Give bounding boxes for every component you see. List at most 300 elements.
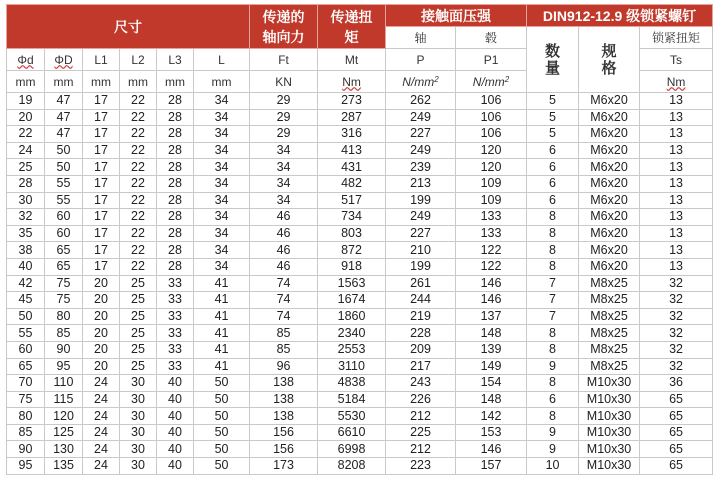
- cell-spec: M6x20: [579, 258, 640, 275]
- cell-l3: 33: [157, 275, 194, 292]
- cell-l2: 25: [120, 308, 157, 325]
- cell-qty: 8: [527, 408, 579, 425]
- cell-l2: 22: [120, 242, 157, 259]
- cell-phi-big-d: 75: [45, 275, 83, 292]
- cell-l2: 25: [120, 275, 157, 292]
- cell-l1: 24: [83, 424, 120, 441]
- cell-phi-big-d: 85: [45, 325, 83, 342]
- cell-phi-big-d: 47: [45, 93, 83, 110]
- cell-phi-d: 22: [7, 126, 45, 143]
- cell-mt: 482: [318, 175, 386, 192]
- cell-l3: 33: [157, 358, 194, 375]
- symbol-phi-big-d: ΦD: [45, 49, 83, 71]
- cell-spec: M6x20: [579, 142, 640, 159]
- unit-p: $N/mm^2$: [386, 71, 456, 93]
- cell-phi-d: 70: [7, 375, 45, 392]
- cell-spec: M10x30: [579, 375, 640, 392]
- cell-l: 41: [194, 325, 250, 342]
- cell-spec: M6x20: [579, 159, 640, 176]
- cell-l1: 17: [83, 258, 120, 275]
- cell-p1: 106: [456, 93, 527, 110]
- cell-ts: 13: [640, 209, 713, 226]
- cell-ft: 29: [250, 93, 318, 110]
- cell-l2: 25: [120, 292, 157, 309]
- cell-spec: M8x25: [579, 341, 640, 358]
- cell-ft: 29: [250, 126, 318, 143]
- cell-phi-d: 95: [7, 458, 45, 475]
- cell-qty: 7: [527, 292, 579, 309]
- cell-phi-big-d: 135: [45, 458, 83, 475]
- cell-l3: 28: [157, 192, 194, 209]
- cell-p: 261: [386, 275, 456, 292]
- cell-phi-d: 90: [7, 441, 45, 458]
- cell-l1: 24: [83, 391, 120, 408]
- cell-l: 50: [194, 391, 250, 408]
- cell-ts: 65: [640, 424, 713, 441]
- cell-phi-big-d: 75: [45, 292, 83, 309]
- cell-ft: 34: [250, 192, 318, 209]
- cell-qty: 9: [527, 424, 579, 441]
- cell-ft: 96: [250, 358, 318, 375]
- cell-l3: 28: [157, 242, 194, 259]
- cell-p: 209: [386, 341, 456, 358]
- cell-phi-big-d: 60: [45, 209, 83, 226]
- cell-mt: 431: [318, 159, 386, 176]
- cell-p1: 109: [456, 192, 527, 209]
- cell-phi-big-d: 60: [45, 225, 83, 242]
- header-contact-pressure: 接触面压强: [386, 5, 527, 27]
- cell-ft: 29: [250, 109, 318, 126]
- cell-mt: 287: [318, 109, 386, 126]
- cell-phi-d: 40: [7, 258, 45, 275]
- cell-spec: M6x20: [579, 175, 640, 192]
- cell-ft: 46: [250, 258, 318, 275]
- cell-phi-d: 85: [7, 424, 45, 441]
- cell-ft: 74: [250, 308, 318, 325]
- table-row: [7, 408, 713, 425]
- cell-phi-d: 35: [7, 225, 45, 242]
- cell-qty: 6: [527, 142, 579, 159]
- table-row: [7, 325, 713, 342]
- cell-spec: M10x30: [579, 391, 640, 408]
- cell-phi-d: 45: [7, 292, 45, 309]
- cell-l1: 17: [83, 225, 120, 242]
- cell-ft: 46: [250, 209, 318, 226]
- cell-l: 41: [194, 358, 250, 375]
- cell-l1: 17: [83, 175, 120, 192]
- cell-l: 34: [194, 142, 250, 159]
- cell-l3: 28: [157, 258, 194, 275]
- cell-phi-big-d: 50: [45, 159, 83, 176]
- cell-l1: 20: [83, 292, 120, 309]
- unit-ts: Nm: [640, 71, 713, 93]
- cell-phi-d: 20: [7, 109, 45, 126]
- cell-phi-d: 38: [7, 242, 45, 259]
- table-row: [7, 441, 713, 458]
- cell-phi-big-d: 47: [45, 109, 83, 126]
- cell-l2: 30: [120, 391, 157, 408]
- cell-ts: 13: [640, 258, 713, 275]
- cell-l1: 20: [83, 358, 120, 375]
- cell-spec: M6x20: [579, 109, 640, 126]
- cell-phi-d: 80: [7, 408, 45, 425]
- table-row: [7, 225, 713, 242]
- unit-phi-d: mm: [7, 71, 45, 93]
- cell-spec: M10x30: [579, 458, 640, 475]
- cell-spec: M6x20: [579, 225, 640, 242]
- cell-l3: 33: [157, 292, 194, 309]
- cell-l: 34: [194, 93, 250, 110]
- cell-ts: 13: [640, 109, 713, 126]
- cell-phi-d: 50: [7, 308, 45, 325]
- cell-l: 34: [194, 225, 250, 242]
- cell-p: 249: [386, 142, 456, 159]
- cell-phi-d: 32: [7, 209, 45, 226]
- cell-p1: 137: [456, 308, 527, 325]
- cell-ft: 138: [250, 375, 318, 392]
- cell-phi-d: 24: [7, 142, 45, 159]
- cell-l3: 28: [157, 159, 194, 176]
- cell-mt: 872: [318, 242, 386, 259]
- cell-spec: M10x30: [579, 441, 640, 458]
- cell-ft: 156: [250, 424, 318, 441]
- cell-qty: 6: [527, 175, 579, 192]
- table-row: [7, 308, 713, 325]
- coupling-spec-table: [6, 4, 713, 475]
- symbol-l3: L3: [157, 49, 194, 71]
- cell-l: 41: [194, 292, 250, 309]
- symbol-ft: Ft: [250, 49, 318, 71]
- cell-p: 227: [386, 126, 456, 143]
- cell-qty: 8: [527, 225, 579, 242]
- cell-p1: 120: [456, 142, 527, 159]
- cell-l2: 25: [120, 325, 157, 342]
- cell-l2: 22: [120, 126, 157, 143]
- cell-qty: 8: [527, 242, 579, 259]
- cell-phi-big-d: 120: [45, 408, 83, 425]
- cell-ft: 138: [250, 408, 318, 425]
- cell-ft: 34: [250, 159, 318, 176]
- symbol-mt: Mt: [318, 49, 386, 71]
- table-row: [7, 258, 713, 275]
- cell-p: 228: [386, 325, 456, 342]
- table-row: [7, 292, 713, 309]
- cell-qty: 8: [527, 258, 579, 275]
- cell-l: 34: [194, 175, 250, 192]
- cell-l3: 28: [157, 209, 194, 226]
- symbol-ts: Ts: [640, 49, 713, 71]
- cell-p1: 157: [456, 458, 527, 475]
- cell-l: 50: [194, 424, 250, 441]
- cell-qty: 5: [527, 126, 579, 143]
- cell-p1: 146: [456, 275, 527, 292]
- cell-ft: 85: [250, 341, 318, 358]
- cell-l2: 22: [120, 192, 157, 209]
- cell-p1: 122: [456, 258, 527, 275]
- header-shaft: 轴: [386, 27, 456, 49]
- cell-qty: 9: [527, 358, 579, 375]
- cell-mt: 3110: [318, 358, 386, 375]
- cell-spec: M8x25: [579, 325, 640, 342]
- cell-ts: 36: [640, 375, 713, 392]
- cell-mt: 1860: [318, 308, 386, 325]
- cell-l2: 30: [120, 424, 157, 441]
- cell-qty: 8: [527, 341, 579, 358]
- cell-p: 249: [386, 109, 456, 126]
- cell-l: 34: [194, 209, 250, 226]
- table-row: [7, 391, 713, 408]
- cell-mt: 1563: [318, 275, 386, 292]
- cell-ft: 34: [250, 175, 318, 192]
- symbol-l: L: [194, 49, 250, 71]
- cell-l2: 22: [120, 93, 157, 110]
- cell-p: 239: [386, 159, 456, 176]
- cell-p: 210: [386, 242, 456, 259]
- cell-phi-d: 25: [7, 159, 45, 176]
- cell-phi-big-d: 55: [45, 175, 83, 192]
- cell-l: 50: [194, 441, 250, 458]
- cell-ts: 13: [640, 192, 713, 209]
- cell-l: 34: [194, 192, 250, 209]
- cell-l3: 40: [157, 441, 194, 458]
- cell-l1: 17: [83, 142, 120, 159]
- cell-l3: 33: [157, 341, 194, 358]
- cell-l: 41: [194, 308, 250, 325]
- cell-mt: 517: [318, 192, 386, 209]
- cell-mt: 803: [318, 225, 386, 242]
- cell-p1: 149: [456, 358, 527, 375]
- cell-phi-big-d: 80: [45, 308, 83, 325]
- cell-mt: 1674: [318, 292, 386, 309]
- cell-l: 34: [194, 258, 250, 275]
- cell-spec: M8x25: [579, 275, 640, 292]
- header-dimensions: 尺寸: [7, 5, 250, 49]
- cell-l3: 33: [157, 325, 194, 342]
- cell-l2: 22: [120, 175, 157, 192]
- cell-spec: M6x20: [579, 126, 640, 143]
- cell-p1: 148: [456, 391, 527, 408]
- cell-p1: 120: [456, 159, 527, 176]
- table-row: [7, 159, 713, 176]
- cell-spec: M6x20: [579, 93, 640, 110]
- cell-qty: 6: [527, 192, 579, 209]
- cell-spec: M6x20: [579, 192, 640, 209]
- cell-l1: 17: [83, 159, 120, 176]
- cell-ts: 13: [640, 175, 713, 192]
- cell-phi-big-d: 115: [45, 391, 83, 408]
- cell-mt: 734: [318, 209, 386, 226]
- cell-spec: M6x20: [579, 209, 640, 226]
- cell-ft: 156: [250, 441, 318, 458]
- cell-ts: 32: [640, 275, 713, 292]
- cell-l1: 17: [83, 126, 120, 143]
- cell-ts: 65: [640, 441, 713, 458]
- cell-ft: 74: [250, 275, 318, 292]
- cell-qty: 8: [527, 375, 579, 392]
- cell-ft: 46: [250, 242, 318, 259]
- table-row: [7, 341, 713, 358]
- cell-ts: 13: [640, 126, 713, 143]
- cell-p1: 139: [456, 341, 527, 358]
- cell-l2: 22: [120, 109, 157, 126]
- cell-phi-big-d: 90: [45, 341, 83, 358]
- cell-ft: 138: [250, 391, 318, 408]
- header-axial-force: 传递的轴向力: [250, 5, 318, 49]
- cell-l2: 22: [120, 142, 157, 159]
- table-row: [7, 109, 713, 126]
- cell-l: 34: [194, 159, 250, 176]
- cell-phi-big-d: 110: [45, 375, 83, 392]
- cell-qty: 6: [527, 391, 579, 408]
- cell-ts: 13: [640, 93, 713, 110]
- cell-mt: 413: [318, 142, 386, 159]
- cell-l3: 33: [157, 308, 194, 325]
- cell-phi-d: 75: [7, 391, 45, 408]
- cell-l3: 40: [157, 408, 194, 425]
- unit-l1: mm: [83, 71, 120, 93]
- cell-phi-d: 65: [7, 358, 45, 375]
- cell-p1: 106: [456, 126, 527, 143]
- cell-phi-big-d: 65: [45, 258, 83, 275]
- cell-l: 50: [194, 458, 250, 475]
- cell-phi-d: 30: [7, 192, 45, 209]
- header-hub: 毂: [456, 27, 527, 49]
- cell-qty: 10: [527, 458, 579, 475]
- cell-l1: 17: [83, 192, 120, 209]
- cell-p1: 133: [456, 225, 527, 242]
- cell-l1: 20: [83, 325, 120, 342]
- cell-phi-d: 60: [7, 341, 45, 358]
- cell-l1: 24: [83, 375, 120, 392]
- cell-mt: 8208: [318, 458, 386, 475]
- table-row: [7, 209, 713, 226]
- unit-l3: mm: [157, 71, 194, 93]
- header-specification: 规格: [579, 27, 640, 93]
- cell-mt: 5184: [318, 391, 386, 408]
- cell-p1: 109: [456, 175, 527, 192]
- cell-mt: 316: [318, 126, 386, 143]
- cell-l3: 28: [157, 109, 194, 126]
- unit-l2: mm: [120, 71, 157, 93]
- cell-l1: 20: [83, 308, 120, 325]
- cell-qty: 7: [527, 275, 579, 292]
- cell-ft: 46: [250, 225, 318, 242]
- cell-l1: 24: [83, 458, 120, 475]
- cell-qty: 5: [527, 93, 579, 110]
- cell-p: 217: [386, 358, 456, 375]
- cell-l3: 28: [157, 126, 194, 143]
- cell-p: 199: [386, 258, 456, 275]
- cell-l: 34: [194, 242, 250, 259]
- cell-p: 243: [386, 375, 456, 392]
- spec-table-body: [7, 93, 713, 475]
- table-row: [7, 375, 713, 392]
- spec-table-container: [6, 4, 712, 475]
- cell-l2: 30: [120, 441, 157, 458]
- table-row: [7, 458, 713, 475]
- cell-l3: 28: [157, 225, 194, 242]
- cell-l3: 40: [157, 391, 194, 408]
- cell-l: 34: [194, 109, 250, 126]
- cell-ts: 32: [640, 308, 713, 325]
- cell-l3: 40: [157, 424, 194, 441]
- cell-qty: 9: [527, 441, 579, 458]
- cell-phi-big-d: 55: [45, 192, 83, 209]
- cell-qty: 8: [527, 325, 579, 342]
- cell-l: 41: [194, 341, 250, 358]
- cell-l1: 17: [83, 242, 120, 259]
- cell-spec: M10x30: [579, 424, 640, 441]
- unit-l: mm: [194, 71, 250, 93]
- cell-ts: 65: [640, 391, 713, 408]
- cell-p1: 142: [456, 408, 527, 425]
- cell-phi-big-d: 95: [45, 358, 83, 375]
- cell-p: 225: [386, 424, 456, 441]
- unit-phi-big-d: mm: [45, 71, 83, 93]
- cell-l3: 40: [157, 458, 194, 475]
- cell-l3: 28: [157, 142, 194, 159]
- cell-l3: 28: [157, 175, 194, 192]
- table-row: [7, 93, 713, 110]
- cell-phi-big-d: 130: [45, 441, 83, 458]
- cell-ts: 13: [640, 242, 713, 259]
- cell-ft: 85: [250, 325, 318, 342]
- cell-phi-d: 55: [7, 325, 45, 342]
- cell-l2: 30: [120, 458, 157, 475]
- cell-ft: 34: [250, 142, 318, 159]
- cell-spec: M10x30: [579, 408, 640, 425]
- table-row: [7, 175, 713, 192]
- cell-phi-d: 19: [7, 93, 45, 110]
- cell-mt: 6610: [318, 424, 386, 441]
- cell-l1: 20: [83, 275, 120, 292]
- cell-l2: 25: [120, 358, 157, 375]
- cell-p: 212: [386, 441, 456, 458]
- symbol-p1: P1: [456, 49, 527, 71]
- cell-p: 212: [386, 408, 456, 425]
- cell-p1: 148: [456, 325, 527, 342]
- cell-spec: M6x20: [579, 242, 640, 259]
- cell-l1: 17: [83, 209, 120, 226]
- cell-ts: 13: [640, 225, 713, 242]
- cell-mt: 2340: [318, 325, 386, 342]
- cell-p: 199: [386, 192, 456, 209]
- cell-l: 34: [194, 126, 250, 143]
- cell-ts: 13: [640, 142, 713, 159]
- table-row: [7, 142, 713, 159]
- cell-l2: 30: [120, 375, 157, 392]
- symbol-l1: L1: [83, 49, 120, 71]
- cell-l1: 24: [83, 441, 120, 458]
- cell-ft: 74: [250, 292, 318, 309]
- cell-phi-big-d: 47: [45, 126, 83, 143]
- table-row: [7, 192, 713, 209]
- cell-spec: M8x25: [579, 292, 640, 309]
- cell-l: 41: [194, 275, 250, 292]
- cell-ft: 173: [250, 458, 318, 475]
- cell-p: 226: [386, 391, 456, 408]
- header-quantity: 数量: [527, 27, 579, 93]
- cell-p: 262: [386, 93, 456, 110]
- cell-p1: 154: [456, 375, 527, 392]
- cell-p: 227: [386, 225, 456, 242]
- symbol-p: P: [386, 49, 456, 71]
- cell-l: 50: [194, 375, 250, 392]
- table-row: [7, 358, 713, 375]
- cell-l2: 25: [120, 341, 157, 358]
- cell-qty: 5: [527, 109, 579, 126]
- symbol-phi-d: Φd: [7, 49, 45, 71]
